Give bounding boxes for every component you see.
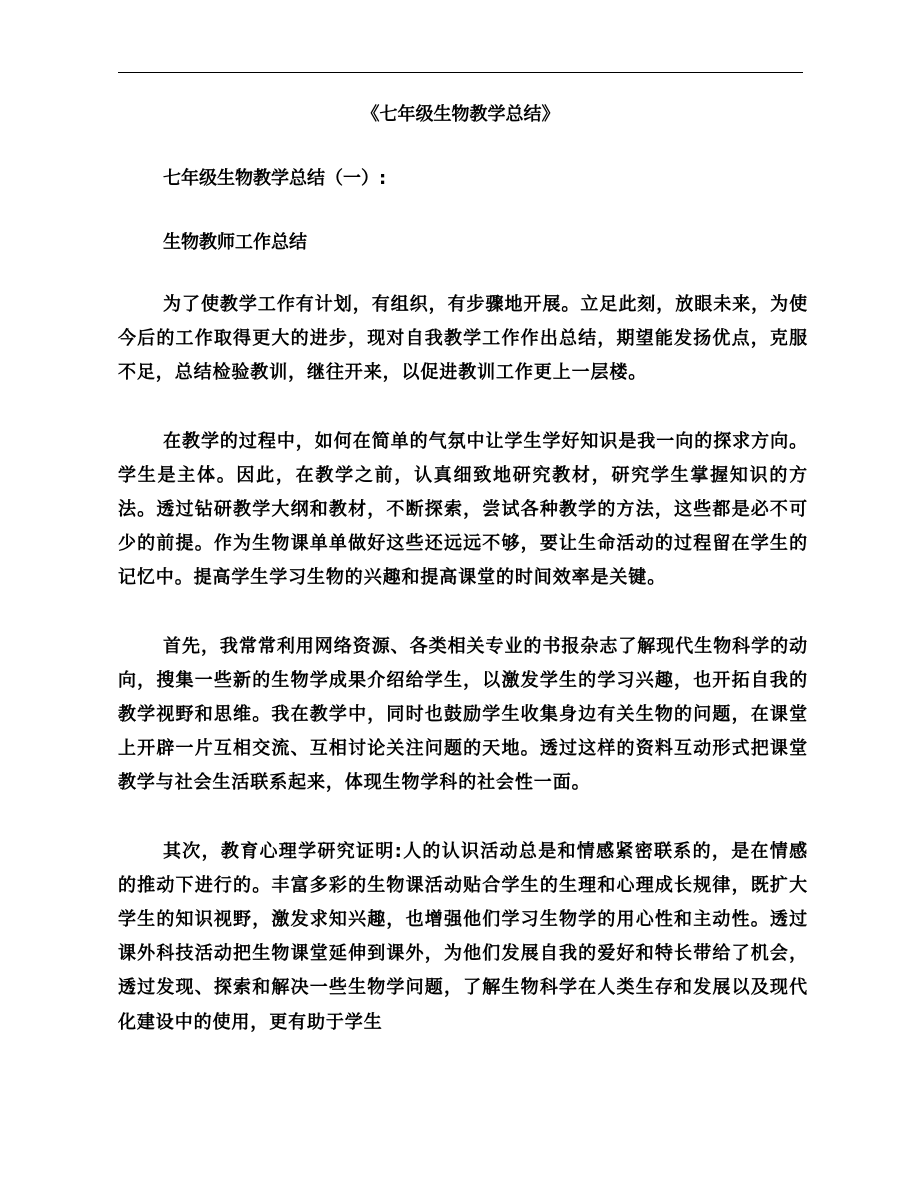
sub-heading: 生物教师工作总结 <box>163 232 307 253</box>
header-rule <box>118 72 803 73</box>
paragraph-4: 其次，教育心理学研究证明:人的认识活动总是和情感紧密联系的，是在情感的推动下进行的。丰富多彩的生物课活动贴合学生的生理和心理成长规律，既扩大学生的知识视野，激发求知兴趣，也增强他们学习生物学的用心性和主动性。透过课外科技活动把生物课堂延伸到课外，为他们发展自我的爱好和特长带给了机会，透过发现、探索和解决一些生物学问题，了解生物科学在人类生存和发展以及现代化建设中的使用，更有助于学生 <box>118 840 808 1033</box>
section-heading: 七年级生物教学总结（一）: <box>163 168 387 189</box>
paragraph-3: 首先，我常常利用网络资源、各类相关专业的书报杂志了解现代生物科学的动向，搜集一些新的生物学成果介绍给学生，以激发学生的学习兴趣，也开拓自我的教学视野和思维。我在教学中，同时也鼓励学生收集身边有关生物的问题，在课堂上开辟一片互相交流、互相讨论关注问题的天地。透过这样的资料互动形式把课堂教学与社会生活联系起来，体现生物学科的社会性一面。 <box>118 635 808 794</box>
document-title: 《七年级生物教学总结》 <box>361 104 560 125</box>
paragraph-2: 在教学的过程中，如何在简单的气氛中让学生学好知识是我一向的探求方向。学生是主体。因此，在教学之前，认真细致地研究教材，研究学生掌握知识的方法。透过钻研教学大纲和教材，不断探索，尝试各种教学的方法，这些都是必不可少的前提。作为生物课单单做好这些还远远不够，要让生命活动的过程留在学生的记忆中。提高学生学习生物的兴趣和提高课堂的时间效率是关键。 <box>118 430 808 589</box>
paragraph-1: 为了使教学工作有计划，有组织，有步骤地开展。立足此刻，放眼未来，为使今后的工作取得更大的进步，现对自我教学工作作出总结，期望能发扬优点，克服不足，总结检验教训，继往开来，以促进教训工作更上一层楼。 <box>118 294 808 384</box>
document-body <box>118 96 808 1074</box>
